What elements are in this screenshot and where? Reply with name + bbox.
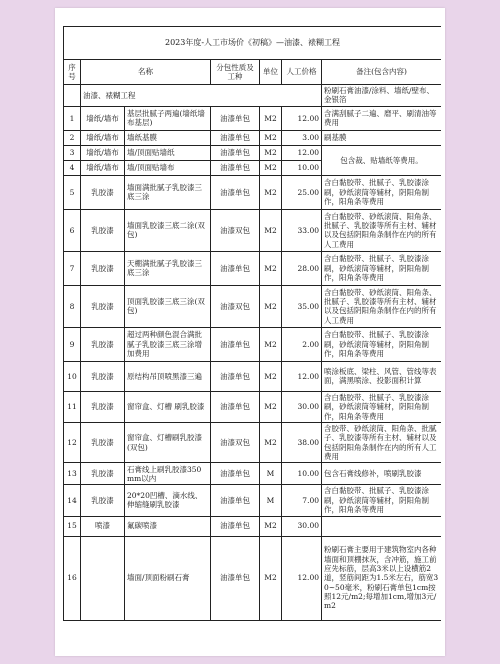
- row-no: 4: [64, 160, 81, 175]
- row-remarks: 含满刮腻子二遍、磨平、刷清油等费用: [322, 106, 442, 130]
- row-price: 30.00: [282, 516, 322, 536]
- row-unit: M2: [260, 422, 282, 463]
- row-remarks: 含胶带、砂纸滚筒、阳角条、批腻子、乳胶漆等所有主材、辅材以及包括阴阳角条制作在内的所有人工费用: [322, 422, 442, 463]
- row-category: 乳胶漆: [81, 391, 125, 422]
- row-name: 石膏线上刷乳胶漆350mm以内: [125, 463, 211, 485]
- table-row: [64, 251, 442, 285]
- table-row: [64, 391, 442, 422]
- row-no: 13: [64, 463, 81, 485]
- row-price: 33.00: [282, 209, 322, 251]
- row-package: 油漆单包: [211, 536, 260, 620]
- row-unit: M: [260, 485, 282, 516]
- row-category: 乳胶漆: [81, 251, 125, 285]
- header-price: 人工价格: [282, 60, 322, 85]
- row-category: 乳胶漆: [81, 285, 125, 327]
- row-price: 2.00: [282, 327, 322, 361]
- table-row: [64, 463, 442, 485]
- row-name: 超过两种颜色混合满批腻子乳胶漆三底三涂增加费用: [125, 327, 211, 361]
- row-unit: M2: [260, 209, 282, 251]
- row-name: 顶面乳胶漆三底三涂(双包): [125, 285, 211, 327]
- row-no: 15: [64, 516, 81, 536]
- price-table-container: [63, 26, 441, 658]
- row-name: 窗帘盒、灯槽 刷乳胶漆: [125, 391, 211, 422]
- row-remarks: 喷涂板底、梁柱、风管、管线等表面，满黑喷涂、投影面积计算: [322, 361, 442, 391]
- row-no: 11: [64, 391, 81, 422]
- row-no: 1: [64, 106, 81, 130]
- row-name: 墙面乳胶漆三底二涂(双包): [125, 209, 211, 251]
- row-package: 油漆单包: [211, 175, 260, 209]
- row-remarks: [322, 516, 442, 536]
- row-package: 油漆单包: [211, 485, 260, 516]
- row-package: 油漆单包: [211, 251, 260, 285]
- row-remarks: 含白黏胶带、批腻子、乳胶漆涂刷，砂纸滚筒等辅材，阴阳角制作，阳角条等费用: [322, 485, 442, 516]
- document-page: [55, 8, 445, 656]
- row-no: 7: [64, 251, 81, 285]
- row-package: 油漆单包: [211, 106, 260, 130]
- row-unit: M2: [260, 361, 282, 391]
- row-price: 28.00: [282, 251, 322, 285]
- row-no: 8: [64, 285, 81, 327]
- row-package: 油漆单包: [211, 327, 260, 361]
- row-category: [81, 536, 125, 620]
- table-row: [64, 485, 442, 516]
- row-no: 10: [64, 361, 81, 391]
- row-category: 乳胶漆: [81, 485, 125, 516]
- row-price: 12.00: [282, 145, 322, 160]
- row-category: 乳胶漆: [81, 209, 125, 251]
- row-unit: M2: [260, 106, 282, 130]
- row-remarks: 含白黏胶带、砂纸滚筒、阳角条、批腻子、乳胶漆等所有主材、辅材以及包括阴阳角条制作在内的所有人工费用: [322, 285, 442, 327]
- row-remarks: 粉刷石膏主要用于建筑物室内各种墙面和顶棚抹灰，含冲筋，施工前应先标筋，层高3米以上设横筋2道，竖筋间距为1.5米左右，筋宽30~50毫米，粉刷石膏单包1cm按照12元/m2;每增加1cm,增加3元/m2: [322, 536, 442, 620]
- table-row: [64, 536, 442, 620]
- row-unit: M2: [260, 516, 282, 536]
- section-row: [64, 85, 442, 107]
- row-category: 墙纸/墙布: [81, 130, 125, 145]
- row-name: 墙/顶面贴墙纸: [125, 145, 211, 160]
- row-unit: M2: [260, 251, 282, 285]
- row-package: 油漆单包: [211, 130, 260, 145]
- table-row: [64, 516, 442, 536]
- row-unit: M2: [260, 175, 282, 209]
- row-remarks: 含白黏胶带、批腻子、乳胶漆涂刷，砂纸滚筒等辅材，阴阳角制作，阳角条等费用: [322, 327, 442, 361]
- row-unit: M2: [260, 391, 282, 422]
- table-row: [64, 327, 442, 361]
- price-table: [63, 26, 441, 621]
- row-package: 油漆双包: [211, 209, 260, 251]
- row-unit: M2: [260, 145, 282, 160]
- row-unit: M2: [260, 160, 282, 175]
- row-unit: M2: [260, 536, 282, 620]
- row-name: 墙面满批腻子乳胶漆三底三涂: [125, 175, 211, 209]
- row-name: 墙纸基膜: [125, 130, 211, 145]
- table-row: [64, 422, 442, 463]
- header-remarks: 备注(包含内容): [322, 60, 442, 85]
- row-no: 5: [64, 175, 81, 209]
- row-category: 乳胶漆: [81, 327, 125, 361]
- row-category: 乳胶漆: [81, 422, 125, 463]
- row-price: 38.00: [282, 422, 322, 463]
- row-package: 油漆单包: [211, 361, 260, 391]
- row-no: 9: [64, 327, 81, 361]
- row-price: 3.00: [282, 130, 322, 145]
- row-category: 乳胶漆: [81, 463, 125, 485]
- row-remarks: 包含裁、贴墙纸等费用。: [322, 145, 442, 175]
- section-label: 油漆、裱糊工程: [81, 85, 322, 107]
- table-row: [64, 106, 442, 130]
- row-no: 16: [64, 536, 81, 620]
- table-row: [64, 145, 442, 160]
- row-price: 12.00: [282, 361, 322, 391]
- section-note: 粉刷石膏油漆/涂料、墙纸/壁布、金银箔: [322, 85, 442, 107]
- row-category: 乳胶漆: [81, 175, 125, 209]
- row-price: 12.00: [282, 106, 322, 130]
- row-category: 墙纸/墙布: [81, 145, 125, 160]
- row-remarks: 包含石膏线修补，喷刷乳胶漆: [322, 463, 442, 485]
- row-package: 油漆单包: [211, 463, 260, 485]
- table-row: [64, 130, 442, 145]
- row-package: 油漆单包: [211, 145, 260, 160]
- header-no: 序号: [64, 60, 81, 85]
- row-remarks: 含白黏胶带、批腻子、乳胶漆涂刷，砂纸滚筒等辅材，阴阳角制作，阳角条等费用: [322, 175, 442, 209]
- row-package: 油漆双包: [211, 285, 260, 327]
- row-price: 10.00: [282, 160, 322, 175]
- row-no: 3: [64, 145, 81, 160]
- row-unit: M2: [260, 285, 282, 327]
- table-title: 2023年度-人工市场价《初稿》—油漆、裱糊工程: [64, 27, 442, 60]
- table-row: [64, 361, 442, 391]
- row-remarks: 含白黏胶带、批腻子、乳胶漆涂刷，砂纸滚筒等辅材，阴阳角制作，阳角条等费用: [322, 391, 442, 422]
- header-name: 名称: [81, 60, 211, 85]
- row-name: 窗帘盒、灯槽刷乳胶漆(双包): [125, 422, 211, 463]
- row-unit: M2: [260, 327, 282, 361]
- row-package: 油漆单包: [211, 391, 260, 422]
- row-category: 喷漆: [81, 516, 125, 536]
- row-price: 7.00: [282, 485, 322, 516]
- row-unit: M: [260, 463, 282, 485]
- row-price: 35.00: [282, 285, 322, 327]
- row-name: 墙/顶面贴墙布: [125, 160, 211, 175]
- row-package: 油漆单包: [211, 516, 260, 536]
- row-no: 6: [64, 209, 81, 251]
- row-package: 油漆单包: [211, 160, 260, 175]
- row-name: 墙面/顶面粉刷石膏: [125, 536, 211, 620]
- row-no: 12: [64, 422, 81, 463]
- header-package: 分包性质及工种: [211, 60, 260, 85]
- row-category: 乳胶漆: [81, 361, 125, 391]
- row-no: 2: [64, 130, 81, 145]
- table-row: [64, 285, 442, 327]
- row-remarks: 含白黏胶带、批腻子、乳胶漆涂刷，砂纸滚筒等辅材，阴阳角制作，阳角条等费用: [322, 251, 442, 285]
- header-unit: 单位: [260, 60, 282, 85]
- row-category: 墙纸/墙布: [81, 160, 125, 175]
- row-category: 墙纸/墙布: [81, 106, 125, 130]
- row-price: 25.00: [282, 175, 322, 209]
- row-name: 天棚满批腻子乳胶漆三底三涂: [125, 251, 211, 285]
- row-remarks: 刷基膜: [322, 130, 442, 145]
- row-name: 20*20凹槽、滴水线、伸缩缝刷乳胶漆: [125, 485, 211, 516]
- header-row: [64, 60, 442, 85]
- table-row: [64, 175, 442, 209]
- row-name: 原结构吊顶喷黑漆三遍: [125, 361, 211, 391]
- row-name: 氟碳喷漆: [125, 516, 211, 536]
- table-body: [64, 106, 442, 620]
- row-price: 30.00: [282, 391, 322, 422]
- row-unit: M2: [260, 130, 282, 145]
- table-row: [64, 209, 442, 251]
- row-no: 14: [64, 485, 81, 516]
- row-remarks: 含白黏胶带、砂纸滚筒、阳角条、批腻子、乳胶漆等所有主材、辅材以及包括阴阳角条制作在内的所有人工费用: [322, 209, 442, 251]
- row-price: 12.00: [282, 536, 322, 620]
- row-price: 10.00: [282, 463, 322, 485]
- row-package: 油漆双包: [211, 422, 260, 463]
- row-name: 基层批腻子两遍(墙纸墙布基层): [125, 106, 211, 130]
